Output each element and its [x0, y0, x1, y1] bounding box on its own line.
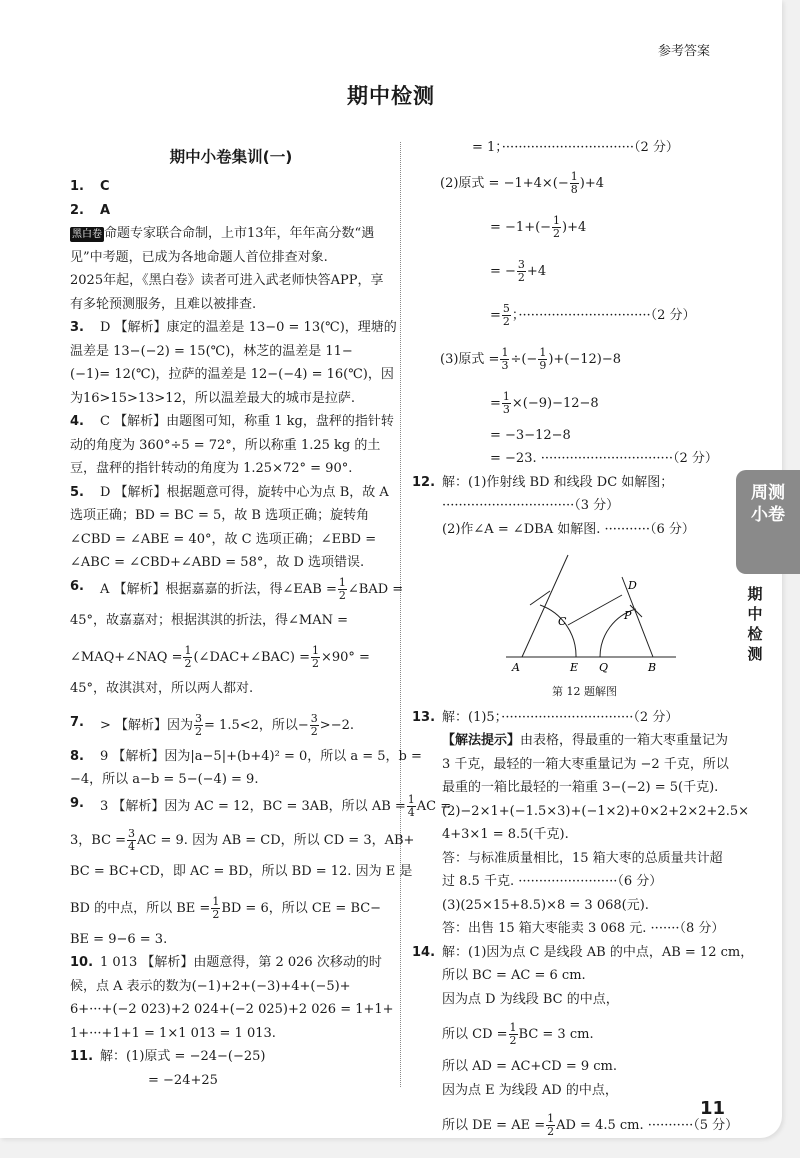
fraction	[502, 391, 511, 416]
label-P: P	[624, 609, 632, 622]
answer-line: 6+···+(−2 023)+2 024+(−2 025)+2 026 = 1+1+	[70, 1002, 394, 1018]
answer-line	[412, 338, 728, 382]
answer-line: 过 8.5 千克. ························（6 分）	[442, 874, 663, 889]
page-title: 期中检测	[347, 84, 435, 108]
text: ×90° =	[320, 649, 370, 665]
text: 所以 CD =	[442, 1027, 508, 1042]
numerator: 5	[502, 301, 510, 315]
answer-line	[70, 645, 392, 679]
fraction	[500, 347, 509, 372]
denominator: 2	[195, 724, 203, 738]
text: AC =	[416, 798, 452, 814]
answer-line: 1+···+1+1 = 1×1 013 = 1 013.	[70, 1025, 276, 1041]
denominator: 2	[212, 907, 220, 921]
answer-line: (−1)= 12(℃)，拉萨的温差是 12−(−4) = 16(℃)，因	[70, 367, 394, 383]
denominator: 4	[407, 805, 415, 819]
answer-line	[442, 731, 728, 755]
text: ∠BAD =	[347, 581, 404, 597]
answer-line: D 【解析】根据题意可得，旋转中心为点 B，故 A	[100, 484, 389, 500]
answer-line: 温差是 13−(−2) = 15(℃)，林芝的温差是 11−	[70, 343, 353, 359]
text: ∠MAQ+∠NAQ =	[70, 649, 183, 665]
text: = −1+(−	[490, 219, 552, 235]
answer-line: 9 【解析】因为|a−5|+(b+4)² = 0，所以 a = 5，b =	[100, 748, 422, 764]
numerator: 3	[310, 711, 318, 725]
text: )+4	[562, 219, 587, 235]
question-number: 9.	[70, 795, 84, 811]
answer-line: 解：(1)因为点 C 是线段 AB 的中点，AB = 12 cm，	[442, 944, 754, 960]
answer-line: (3)(25×15+8.5)×8 = 3 068(元).	[442, 897, 649, 913]
fraction	[546, 1113, 555, 1138]
numerator: 1	[501, 345, 509, 359]
answer-1	[70, 177, 392, 201]
answer-3	[70, 318, 397, 342]
text: (3)原式 =	[440, 351, 500, 367]
answer-line: = −24+25	[148, 1072, 218, 1088]
text: = −	[490, 263, 516, 279]
denominator: 2	[553, 226, 561, 240]
question-number: 2.	[70, 202, 84, 218]
answer-7	[70, 713, 392, 747]
column-divider	[400, 142, 401, 1087]
answer-line: = −23. ································（2 分）	[490, 451, 718, 466]
answer-line: = 1；································（2 分）	[472, 140, 679, 155]
promo-note	[70, 224, 392, 318]
answer-line: 45°，故嘉嘉对；根据淇淇的折法，得∠MAN =	[70, 612, 349, 628]
question-number: 3.	[70, 320, 84, 336]
answer-line: (2)作∠A = ∠DBA 如解图. ···········（6 分）	[442, 521, 695, 537]
question-number: 13.	[412, 709, 436, 725]
numerator: 1	[509, 1021, 517, 1034]
text: )+(−12)−8	[548, 351, 622, 367]
answer-line: 解：(1)作射线 BD 和线段 DC 如解图；	[442, 474, 674, 490]
fraction	[538, 347, 547, 372]
left-column	[70, 146, 452, 1094]
solution-tip-label: 【解法提示】	[442, 733, 521, 748]
answer-line	[412, 162, 728, 206]
promo-line: 命题专家联合命制，上市13年，年年高分数“遇	[104, 226, 375, 242]
answer-line: C 【解析】由题图可知，称重 1 kg，盘秤的指针转	[100, 414, 394, 430]
promo-line: 有多轮预测服务，且难以被排查.	[70, 296, 257, 312]
answer-line: ∠CBD = ∠ABE = 40°，故 C 选项正确；∠EBD =	[70, 531, 377, 547]
question-number: 5.	[70, 484, 84, 500]
fraction	[310, 713, 319, 738]
answer-line: BE = 9−6 = 3.	[70, 931, 168, 947]
denominator: 4	[128, 839, 136, 853]
numerator: 1	[547, 1112, 555, 1125]
numerator: 1	[184, 643, 192, 657]
answer-line: 答：出售 15 箱大枣能卖 3 068 元. ·······（8 分）	[442, 921, 725, 936]
answer-line: 因为点 E 为线段 AD 的中点，	[442, 1082, 618, 1098]
label-B: B	[648, 661, 657, 674]
denominator: 2	[547, 1125, 555, 1138]
answer-line: 3 千克，最轻的一箱大枣重量记为 −2 千克，所以	[442, 756, 729, 772]
fraction	[127, 828, 136, 853]
text: (∠DAC+∠BAC) =	[193, 649, 310, 665]
fraction	[509, 1022, 518, 1047]
answer-9	[70, 792, 452, 828]
answer-12	[412, 473, 728, 544]
label-Q: Q	[599, 661, 609, 674]
answer-line: 所以 BC = AC = 6 cm.	[442, 968, 586, 983]
denominator: 2	[184, 656, 192, 670]
label-D: D	[628, 579, 637, 592]
answer-line: 因为点 D 为线段 BC 的中点，	[442, 991, 619, 1007]
side-section-label: 期中检测	[747, 585, 763, 663]
fraction	[194, 713, 203, 738]
label-A: A	[512, 661, 520, 674]
answer-line	[70, 826, 415, 862]
numerator: 1	[539, 345, 547, 359]
numerator: 1	[212, 894, 220, 908]
fraction	[570, 171, 579, 196]
answer-line	[412, 206, 728, 250]
text: BD = 6，所以 CE = BC−	[221, 900, 382, 916]
question-number: 14.	[412, 944, 436, 960]
label-C: C	[558, 615, 567, 628]
text: 3 【解析】因为 AC = 12，BC = 3AB，所以 AB =	[100, 798, 406, 814]
answer-11	[70, 1047, 392, 1071]
section-title: 期中小卷集训(一)	[169, 148, 293, 166]
answer-5	[70, 483, 392, 507]
numerator: 3	[195, 711, 203, 725]
denominator: 3	[502, 402, 510, 416]
text: )+4	[579, 175, 605, 191]
text: AC = 9. 因为 AB = CD，所以 CD = 3，AB+	[137, 832, 415, 848]
answer-line: BC = BC+CD，即 AC = BD，所以 BD = 12. 因为 E 是	[70, 863, 413, 879]
denominator: 2	[310, 724, 318, 738]
text: = 1.5<2，所以−	[204, 717, 309, 733]
question-number: 12.	[412, 474, 436, 490]
fraction	[552, 215, 561, 240]
answer-line: 候，点 A 表示的数为(−1)+2+(−3)+4+(−5)+	[70, 978, 351, 994]
answer-8	[70, 747, 422, 771]
answer-line: ∠ABC = ∠CBD+∠ABD = 58°，故 D 选项错误.	[70, 555, 365, 571]
answer-line: 45°，故淇淇对，所以两人都对.	[70, 680, 254, 696]
answer-line	[412, 250, 728, 294]
question-number: 11.	[70, 1049, 94, 1065]
text: AD = 4.5 cm. ···········（5 分）	[556, 1118, 739, 1133]
question-number: 6.	[70, 578, 84, 594]
numerator: 1	[570, 169, 578, 183]
question-number: 1.	[70, 179, 84, 195]
denominator: 2	[517, 270, 525, 284]
question-number: 8.	[70, 748, 84, 764]
answer-text: A	[100, 202, 111, 218]
fraction	[517, 259, 526, 284]
fraction	[311, 645, 320, 670]
answer-line: 解：(1)5；································（2 分）	[442, 709, 679, 725]
denominator: 2	[509, 1034, 517, 1047]
answer-line: 豆，盘秤的指针转动的角度为 1.25×72° = 90°.	[70, 461, 353, 477]
denominator: 3	[501, 358, 509, 372]
side-tab-label: 周测小卷	[751, 483, 785, 525]
text: (2)原式 = −1+4×(−	[440, 175, 569, 191]
answer-line: 选项正确；BD = BC = 5，故 B 选项正确；旋转角	[70, 508, 370, 524]
answer-line: D 【解析】康定的温差是 13−0 = 13(℃)，理塘的	[100, 320, 397, 336]
answer-text: C	[100, 179, 110, 195]
answer-line: 1 013 【解析】由题意得，第 2 026 次移动的时	[100, 955, 382, 971]
numerator: 3	[517, 257, 525, 271]
text: =	[490, 307, 501, 323]
numerator: 1	[311, 643, 319, 657]
text: =	[490, 395, 501, 411]
construction-figure	[500, 547, 680, 677]
answer-line: 答：与标准质量相比，15 箱大枣的总质量共计超	[442, 850, 723, 866]
answer-line	[70, 896, 392, 930]
fraction	[338, 577, 347, 602]
answer-line: = −3−12−8	[490, 427, 571, 443]
text: ；································（2 分）	[511, 307, 696, 323]
promo-line: 见”中考题，已成为各地命题人首位排查对象.	[70, 249, 328, 265]
text: >−2.	[319, 717, 354, 733]
brand-logo: 黑白卷	[72, 229, 102, 241]
text: BC = 3 cm.	[518, 1027, 594, 1042]
answer-line	[412, 294, 728, 338]
text: A 【解析】根据嘉嘉的折法，得∠EAB =	[100, 581, 337, 597]
answer-4	[70, 412, 392, 436]
denominator: 8	[570, 182, 578, 196]
text: > 【解析】因为	[100, 717, 194, 733]
right-column	[412, 138, 754, 1148]
fraction	[211, 896, 220, 921]
question-number: 10.	[70, 955, 94, 971]
denominator: 2	[338, 588, 346, 602]
text: BD 的中点，所以 BE =	[70, 900, 211, 916]
numerator: 3	[128, 826, 136, 840]
fraction	[183, 645, 192, 670]
text: +4	[526, 263, 547, 279]
answer-line: 最重的一箱比最轻的一箱重 3−(−2) = 5(千克).	[442, 780, 719, 795]
answer-line: 解：(1)原式 = −24−(−25)	[100, 1049, 266, 1065]
answer-line: (2)−2×1+(−1.5×3)+(−1×2)+0×2+2×2+2.5×	[442, 803, 749, 819]
text: 所以 DE = AE =	[442, 1118, 546, 1133]
answer-6	[70, 575, 404, 611]
answer-line	[442, 1013, 728, 1057]
answer-line: 所以 AD = AC+CD = 9 cm.	[442, 1059, 617, 1074]
figure-caption: 第 12 题解图	[552, 684, 617, 698]
denominator: 9	[539, 358, 547, 372]
numerator: 1	[502, 389, 510, 403]
answer-line: 为16>15>13>12，所以温差最大的城市是拉萨.	[70, 390, 355, 406]
answer-line: 4+3×1 = 8.5(千克).	[442, 827, 569, 842]
fraction	[502, 303, 511, 328]
numerator: 1	[553, 213, 561, 227]
numerator: 1	[338, 575, 346, 589]
text: 由表格，得最重的一箱大枣重量记为	[520, 733, 729, 748]
answer-line	[442, 1104, 739, 1148]
answer-line: ································（3 分）	[442, 498, 620, 513]
text: ÷(−	[510, 351, 538, 367]
question-number: 7.	[70, 714, 84, 730]
header-label: 参考答案	[657, 44, 710, 59]
text: ×(−9)−12−8	[511, 395, 599, 411]
text: 3，BC =	[70, 832, 127, 848]
answer-line: 动的角度为 360°÷5 = 72°，所以称重 1.25 kg 的土	[70, 437, 381, 453]
answer-13	[412, 708, 749, 943]
answer-line	[412, 382, 728, 426]
answer-line: −4，所以 a−b = 5−(−4) = 9.	[70, 772, 259, 788]
denominator: 2	[311, 656, 319, 670]
answer-14	[412, 943, 754, 1149]
promo-line: 2025年起，《黑白卷》读者可进入武老师快答APP，享	[70, 273, 384, 289]
answer-2	[70, 201, 392, 225]
page-number: 11	[700, 1098, 726, 1119]
side-tab[interactable]	[736, 470, 800, 574]
label-E: E	[570, 661, 579, 674]
question-number: 4.	[70, 414, 84, 430]
answer-10	[70, 953, 392, 977]
numerator: 1	[407, 792, 415, 806]
denominator: 2	[502, 314, 510, 328]
